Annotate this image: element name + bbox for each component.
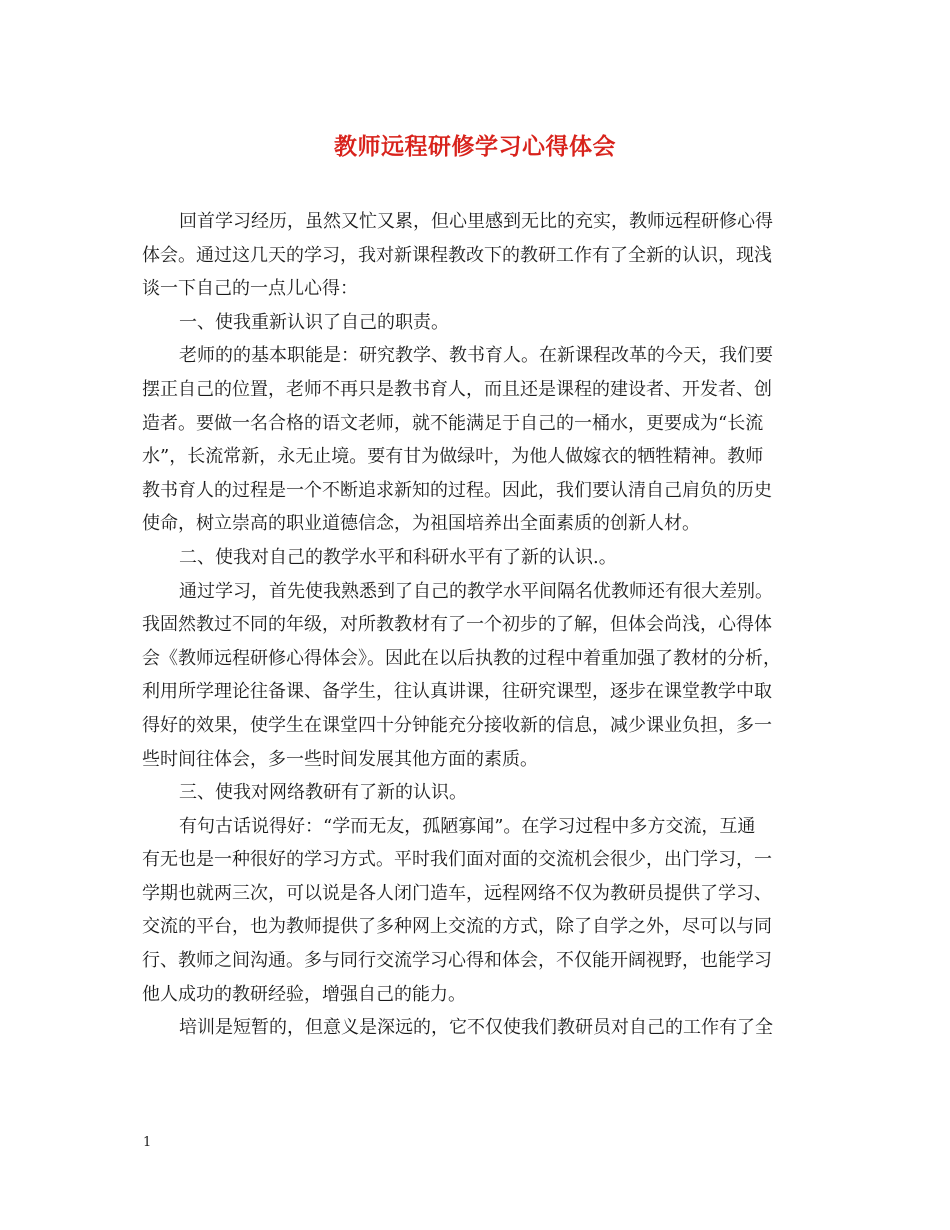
text-line: 水”，长流常新，永无止境。要有甘为做绿叶，为他人做嫁衣的牺牲精神。教师 [142, 446, 764, 468]
text-line: 回首学习经历，虽然又忙又累，但心里感到无比的充实，教师远程研修心得 [179, 211, 773, 232]
text-line: 他人成功的教研经验，增强自己的能力。 [142, 983, 466, 1005]
text-line: 造者。要做一名合格的语文老师，就不能满足于自己的一桶水，更要成为“长流 [142, 412, 764, 434]
text-line: 谈一下自己的一点儿心得： [142, 278, 358, 300]
text-line: 会《教师远程研修心得体会》。因此在以后执教的过程中着重加强了教材的分析， [142, 647, 781, 669]
section-heading: 三、使我对网络教研有了新的认识。 [179, 782, 467, 804]
text-line: 得好的效果，使学生在课堂四十分钟能充分接收新的信息，减少课业负担，多一 [142, 714, 772, 736]
text-line: 交流的平台，也为教师提供了多种网上交流的方式，除了自学之外，尽可以与同 [142, 916, 772, 938]
text-line: 利用所学理论往备课、备学生，往认真讲课，往研究课型，逐步在课堂教学中取 [142, 681, 772, 703]
text-line: 我固然教过不同的年级，对所教教材有了一个初步的了解，但体会尚浅，心得体 [142, 614, 772, 636]
section-heading: 二、使我对自己的教学水平和科研水平有了新的认识.。 [179, 546, 617, 568]
page-number: 1 [143, 1135, 152, 1150]
text-line: 使命，树立崇高的职业道德信念，为祖国培养出全面素质的创新人材。 [142, 513, 700, 535]
text-line: 通过学习，首先使我熟悉到了自己的教学水平间隔名优教师还有很大差别。 [179, 580, 773, 602]
text-line: 有句古话说得好：“学而无友，孤陋寡闻”。在学习过程中多方交流，互通 [179, 815, 756, 837]
text-line: 摆正自己的位置，老师不再只是教书育人，而且还是课程的建设者、开发者、创 [142, 378, 772, 400]
text-line: 些时间往体会，多一些时间发展其他方面的素质。 [142, 748, 538, 770]
text-line: 行、教师之间沟通。多与同行交流学习心得和体会，不仅能开阔视野，也能学习 [142, 950, 772, 972]
text-line: 培训是短暂的，但意义是深远的，它不仅使我们教研员对自己的工作有了全 [179, 1017, 773, 1039]
text-line: 体会。通过这几天的学习，我对新课程教改下的教研工作有了全新的认识，现浅 [142, 244, 772, 266]
document-title: 教师远程研修学习心得体会 [334, 133, 616, 160]
text-line: 学期也就两三次，可以说是各人闭门造车，远程网络不仅为教研员提供了学习、 [142, 882, 772, 904]
text-line: 教书育人的过程是一个不断追求新知的过程。因此，我们要认清自己肩负的历史 [142, 479, 772, 501]
text-line: 老师的的基本职能是：研究教学、教书育人。在新课程改革的今天，我们要 [179, 345, 773, 367]
document-body [142, 205, 826, 1045]
text-line: 有无也是一种很好的学习方式。平时我们面对面的交流机会很少，出门学习，一 [142, 849, 772, 871]
section-heading: 一、使我重新认识了自己的职责。 [179, 311, 449, 333]
